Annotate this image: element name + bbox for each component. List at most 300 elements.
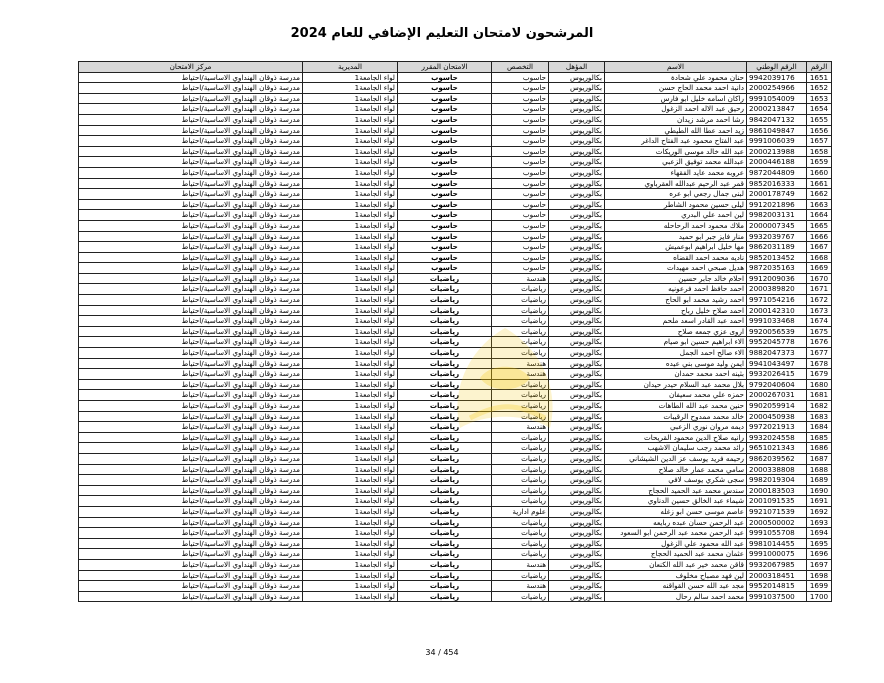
cell-qualification: بكالوريوس — [549, 284, 605, 295]
cell-qualification: بكالوريوس — [549, 401, 605, 412]
cell-directorate: لواء الجامعة1 — [303, 464, 398, 475]
cell-num: 1673 — [807, 305, 832, 316]
cell-directorate: لواء الجامعة1 — [303, 485, 398, 496]
cell-national-id: 2000450938 — [747, 411, 807, 422]
cell-exam-center: مدرسة ذوقان الهنداوي الاساسية/احتياط — [79, 326, 303, 337]
cell-specialization: حاسوب — [492, 242, 549, 253]
cell-exam-center: مدرسة ذوقان الهنداوي الاساسية/احتياط — [79, 369, 303, 380]
table-row — [79, 411, 832, 422]
cell-name: حمزه علي محمد سعيفان — [605, 390, 747, 401]
cell-name: عبدالله محمد توفيق الزعبي — [605, 157, 747, 168]
cell-specialization: حاسوب — [492, 263, 549, 274]
cell-exam-center: مدرسة ذوقان الهنداوي الاساسية/احتياط — [79, 581, 303, 592]
cell-num: 1670 — [807, 273, 832, 284]
cell-exam-center: مدرسة ذوقان الهنداوي الاساسية/احتياط — [79, 358, 303, 369]
cell-directorate: لواء الجامعة1 — [303, 475, 398, 486]
cell-name: رحيق عبد الاله احمد الزغول — [605, 104, 747, 115]
cell-national-id: 9972021913 — [747, 422, 807, 433]
cell-national-id: 9862031189 — [747, 242, 807, 253]
header-exam-center: مركز الامتحان — [79, 62, 303, 73]
table-row — [79, 496, 832, 507]
cell-qualification: بكالوريوس — [549, 485, 605, 496]
cell-exam-center: مدرسة ذوقان الهنداوي الاساسية/احتياط — [79, 157, 303, 168]
cell-specialization: هندسة — [492, 581, 549, 592]
header-specialization: التخصص — [492, 62, 549, 73]
cell-exam-center: مدرسة ذوقان الهنداوي الاساسية/احتياط — [79, 475, 303, 486]
cell-specialization: حاسوب — [492, 104, 549, 115]
cell-directorate: لواء الجامعة1 — [303, 379, 398, 390]
cell-num: 1652 — [807, 83, 832, 94]
cell-name: ملاك محمود احمد الرحاحله — [605, 220, 747, 231]
cell-exam-center: مدرسة ذوقان الهنداوي الاساسية/احتياط — [79, 136, 303, 147]
cell-num: 1655 — [807, 114, 832, 125]
cell-num: 1698 — [807, 570, 832, 581]
table-row — [79, 337, 832, 348]
cell-directorate: لواء الجامعة1 — [303, 146, 398, 157]
cell-name: عبد الفتاح محمود عبد الفتاح الداغر — [605, 136, 747, 147]
cell-course: رياضيات — [398, 369, 492, 380]
cell-course: رياضيات — [398, 559, 492, 570]
cell-exam-center: مدرسة ذوقان الهنداوي الاساسية/احتياط — [79, 549, 303, 560]
cell-course: رياضيات — [398, 284, 492, 295]
cell-specialization: علوم ادارية — [492, 506, 549, 517]
cell-course: رياضيات — [398, 496, 492, 507]
cell-national-id: 9982019304 — [747, 475, 807, 486]
cell-qualification: بكالوريوس — [549, 295, 605, 306]
cell-qualification: بكالوريوس — [549, 379, 605, 390]
cell-num: 1691 — [807, 496, 832, 507]
cell-qualification: بكالوريوس — [549, 305, 605, 316]
cell-name: حنين محمد عبد الله الطاهات — [605, 401, 747, 412]
table-row — [79, 114, 832, 125]
cell-num: 1665 — [807, 220, 832, 231]
table-row — [79, 348, 832, 359]
cell-specialization: هندسة — [492, 369, 549, 380]
cell-course: رياضيات — [398, 348, 492, 359]
cell-specialization: رياضيات — [492, 432, 549, 443]
cell-name: رشا احمد مرشد زيدان — [605, 114, 747, 125]
cell-national-id: 9912009036 — [747, 273, 807, 284]
cell-course: رياضيات — [398, 401, 492, 412]
cell-course: رياضيات — [398, 411, 492, 422]
cell-national-id: 2000446188 — [747, 157, 807, 168]
cell-qualification: بكالوريوس — [549, 432, 605, 443]
header-num: الرقم — [807, 62, 832, 73]
cell-qualification: بكالوريوس — [549, 72, 605, 83]
cell-course: رياضيات — [398, 432, 492, 443]
table-body — [79, 72, 832, 602]
cell-qualification: بكالوريوس — [549, 570, 605, 581]
cell-exam-center: مدرسة ذوقان الهنداوي الاساسية/احتياط — [79, 305, 303, 316]
cell-specialization: هندسة — [492, 422, 549, 433]
cell-name: حنان محمود علي شحادة — [605, 72, 747, 83]
cell-national-id: 2000007345 — [747, 220, 807, 231]
cell-qualification: بكالوريوس — [549, 506, 605, 517]
cell-name: عبد الرحمن محمد عبد الرحمن ابو السعود — [605, 528, 747, 539]
cell-directorate: لواء الجامعة1 — [303, 125, 398, 136]
page-number: 34 / 454 — [425, 648, 459, 657]
cell-course: رياضيات — [398, 581, 492, 592]
cell-num: 1658 — [807, 146, 832, 157]
cell-directorate: لواء الجامعة1 — [303, 326, 398, 337]
cell-exam-center: مدرسة ذوقان الهنداوي الاساسية/احتياط — [79, 72, 303, 83]
cell-directorate: لواء الجامعة1 — [303, 284, 398, 295]
table-row — [79, 432, 832, 443]
cell-specialization: رياضيات — [492, 528, 549, 539]
cell-national-id: 9952045778 — [747, 337, 807, 348]
cell-num: 1688 — [807, 464, 832, 475]
cell-directorate: لواء الجامعة1 — [303, 591, 398, 602]
cell-name: منار فايز جبر ابو حميد — [605, 231, 747, 242]
cell-directorate: لواء الجامعة1 — [303, 496, 398, 507]
cell-directorate: لواء الجامعة1 — [303, 178, 398, 189]
cell-national-id: 9932067985 — [747, 559, 807, 570]
header-directorate: المديرية — [303, 62, 398, 73]
cell-national-id: 9932039767 — [747, 231, 807, 242]
table-row — [79, 189, 832, 200]
cell-name: راكان اسامه خليل ابو فارس — [605, 93, 747, 104]
cell-specialization: حاسوب — [492, 83, 549, 94]
cell-qualification: بكالوريوس — [549, 178, 605, 189]
cell-course: رياضيات — [398, 549, 492, 560]
cell-course: حاسوب — [398, 146, 492, 157]
cell-num: 1676 — [807, 337, 832, 348]
cell-specialization: رياضيات — [492, 570, 549, 581]
cell-national-id: 2000254966 — [747, 83, 807, 94]
cell-specialization: حاسوب — [492, 93, 549, 104]
cell-directorate: لواء الجامعة1 — [303, 104, 398, 115]
cell-num: 1679 — [807, 369, 832, 380]
cell-num: 1671 — [807, 284, 832, 295]
cell-course: حاسوب — [398, 125, 492, 136]
cell-specialization: رياضيات — [492, 411, 549, 422]
table-row — [79, 284, 832, 295]
header-course: الامتحان المقرر — [398, 62, 492, 73]
cell-national-id: 9852016333 — [747, 178, 807, 189]
cell-national-id: 9792040604 — [747, 379, 807, 390]
cell-num: 1682 — [807, 401, 832, 412]
cell-exam-center: مدرسة ذوقان الهنداوي الاساسية/احتياط — [79, 104, 303, 115]
cell-course: حاسوب — [398, 210, 492, 221]
cell-national-id: 9861049847 — [747, 125, 807, 136]
cell-specialization: رياضيات — [492, 453, 549, 464]
cell-national-id: 9651021343 — [747, 443, 807, 454]
cell-qualification: بكالوريوس — [549, 263, 605, 274]
table-row — [79, 422, 832, 433]
cell-name: احمد صلاح خليل رباح — [605, 305, 747, 316]
cell-name: عاصم موسى حسن ابو زغله — [605, 506, 747, 517]
cell-exam-center: مدرسة ذوقان الهنداوي الاساسية/احتياط — [79, 231, 303, 242]
cell-name: محمد احمد سالم رحال — [605, 591, 747, 602]
cell-name: سامي محمد عمار خالد صلاح — [605, 464, 747, 475]
cell-num: 1669 — [807, 263, 832, 274]
cell-qualification: بكالوريوس — [549, 93, 605, 104]
table-row — [79, 210, 832, 221]
cell-directorate: لواء الجامعة1 — [303, 581, 398, 592]
cell-national-id: 2001091535 — [747, 496, 807, 507]
cell-specialization: رياضيات — [492, 401, 549, 412]
table-row — [79, 401, 832, 412]
cell-qualification: بكالوريوس — [549, 475, 605, 486]
cell-qualification: بكالوريوس — [549, 559, 605, 570]
cell-num: 1667 — [807, 242, 832, 253]
cell-num: 1685 — [807, 432, 832, 443]
table-row — [79, 104, 832, 115]
cell-num: 1687 — [807, 453, 832, 464]
table-row — [79, 263, 832, 274]
cell-course: حاسوب — [398, 231, 492, 242]
table-row — [79, 83, 832, 94]
cell-num: 1681 — [807, 390, 832, 401]
cell-exam-center: مدرسة ذوقان الهنداوي الاساسية/احتياط — [79, 273, 303, 284]
cell-national-id: 2000213847 — [747, 104, 807, 115]
cell-directorate: لواء الجامعة1 — [303, 337, 398, 348]
table-row — [79, 157, 832, 168]
cell-course: حاسوب — [398, 189, 492, 200]
cell-specialization: رياضيات — [492, 485, 549, 496]
cell-qualification: بكالوريوس — [549, 422, 605, 433]
cell-num: 1653 — [807, 93, 832, 104]
table-row — [79, 506, 832, 517]
cell-num: 1651 — [807, 72, 832, 83]
cell-national-id: 9991033468 — [747, 316, 807, 327]
cell-national-id: 9932026415 — [747, 369, 807, 380]
cell-specialization: رياضيات — [492, 591, 549, 602]
cell-name: الاء صالح احمد الجمل — [605, 348, 747, 359]
cell-name: احمد عبد القادر اسعد ملحم — [605, 316, 747, 327]
cell-course: حاسوب — [398, 220, 492, 231]
cell-directorate: لواء الجامعة1 — [303, 316, 398, 327]
cell-directorate: لواء الجامعة1 — [303, 453, 398, 464]
cell-qualification: بكالوريوس — [549, 114, 605, 125]
cell-directorate: لواء الجامعة1 — [303, 401, 398, 412]
cell-course: رياضيات — [398, 475, 492, 486]
cell-qualification: بكالوريوس — [549, 136, 605, 147]
cell-num: 1664 — [807, 210, 832, 221]
cell-specialization: رياضيات — [492, 549, 549, 560]
table-row — [79, 581, 832, 592]
cell-course: حاسوب — [398, 167, 492, 178]
cell-specialization: رياضيات — [492, 337, 549, 348]
cell-num: 1656 — [807, 125, 832, 136]
cell-num: 1686 — [807, 443, 832, 454]
cell-name: لبنى جمال رجعي ابو عره — [605, 189, 747, 200]
cell-name: ليلى حسين محمود الشاطر — [605, 199, 747, 210]
cell-qualification: بكالوريوس — [549, 104, 605, 115]
table-row — [79, 379, 832, 390]
table-row — [79, 72, 832, 83]
table-header-row — [79, 62, 832, 73]
table-row — [79, 199, 832, 210]
cell-name: سندس محمد عبد الحميد الحجاج — [605, 485, 747, 496]
cell-name: عبد الرحمن حسان عبده ربايعه — [605, 517, 747, 528]
cell-specialization: هندسة — [492, 358, 549, 369]
cell-course: رياضيات — [398, 379, 492, 390]
cell-national-id: 9912021896 — [747, 199, 807, 210]
cell-num: 1662 — [807, 189, 832, 200]
cell-national-id: 9902059914 — [747, 401, 807, 412]
cell-national-id: 9942039176 — [747, 72, 807, 83]
cell-national-id: 9981014455 — [747, 538, 807, 549]
cell-directorate: لواء الجامعة1 — [303, 305, 398, 316]
cell-course: رياضيات — [398, 570, 492, 581]
cell-directorate: لواء الجامعة1 — [303, 210, 398, 221]
cell-num: 1690 — [807, 485, 832, 496]
cell-specialization: رياضيات — [492, 305, 549, 316]
cell-name: احمد حافظ احمد فرعونيه — [605, 284, 747, 295]
cell-directorate: لواء الجامعة1 — [303, 252, 398, 263]
cell-exam-center: مدرسة ذوقان الهنداوي الاساسية/احتياط — [79, 528, 303, 539]
cell-exam-center: مدرسة ذوقان الهنداوي الاساسية/احتياط — [79, 242, 303, 253]
cell-num: 1663 — [807, 199, 832, 210]
cell-national-id: 9921071539 — [747, 506, 807, 517]
cell-specialization: حاسوب — [492, 146, 549, 157]
cell-national-id: 2000183503 — [747, 485, 807, 496]
table-row — [79, 316, 832, 327]
cell-directorate: لواء الجامعة1 — [303, 528, 398, 539]
cell-directorate: لواء الجامعة1 — [303, 411, 398, 422]
table-row — [79, 549, 832, 560]
cell-qualification: بكالوريوس — [549, 157, 605, 168]
cell-course: رياضيات — [398, 358, 492, 369]
cell-specialization: هندسة — [492, 559, 549, 570]
cell-name: قاقن محمد خير عبد الله الكنعان — [605, 559, 747, 570]
cell-national-id: 9982003131 — [747, 210, 807, 221]
cell-name: ناديه محمد احمد القضاه — [605, 252, 747, 263]
cell-num: 1695 — [807, 538, 832, 549]
cell-course: حاسوب — [398, 157, 492, 168]
table-row — [79, 295, 832, 306]
table-row — [79, 93, 832, 104]
cell-course: حاسوب — [398, 136, 492, 147]
table-row — [79, 178, 832, 189]
cell-exam-center: مدرسة ذوقان الهنداوي الاساسية/احتياط — [79, 83, 303, 94]
cell-num: 1677 — [807, 348, 832, 359]
cell-num: 1697 — [807, 559, 832, 570]
cell-specialization: رياضيات — [492, 379, 549, 390]
table-row — [79, 136, 832, 147]
cell-directorate: لواء الجامعة1 — [303, 136, 398, 147]
cell-exam-center: مدرسة ذوقان الهنداوي الاساسية/احتياط — [79, 210, 303, 221]
table-row — [79, 125, 832, 136]
cell-directorate: لواء الجامعة1 — [303, 93, 398, 104]
cell-national-id: 9991055708 — [747, 528, 807, 539]
cell-num: 1654 — [807, 104, 832, 115]
cell-course: حاسوب — [398, 104, 492, 115]
cell-qualification: بكالوريوس — [549, 210, 605, 221]
cell-name: عبد الله محمود علي الزغول — [605, 538, 747, 549]
cell-name: عروبه محمد عايد الفقهاء — [605, 167, 747, 178]
table-row — [79, 475, 832, 486]
cell-specialization: هندسة — [492, 273, 549, 284]
cell-num: 1672 — [807, 295, 832, 306]
table-row — [79, 528, 832, 539]
cell-name: احمد رشيد محمد ابو الحاج — [605, 295, 747, 306]
table-row — [79, 538, 832, 549]
cell-course: رياضيات — [398, 517, 492, 528]
cell-specialization: رياضيات — [492, 475, 549, 486]
cell-directorate: لواء الجامعة1 — [303, 220, 398, 231]
cell-exam-center: مدرسة ذوقان الهنداوي الاساسية/احتياط — [79, 295, 303, 306]
cell-qualification: بكالوريوس — [549, 337, 605, 348]
cell-exam-center: مدرسة ذوقان الهنداوي الاساسية/احتياط — [79, 337, 303, 348]
cell-course: رياضيات — [398, 464, 492, 475]
header-national-id: الرقم الوطني — [747, 62, 807, 73]
cell-name: عبد الله خالد موسى الوريكات — [605, 146, 747, 157]
cell-national-id: 9872035163 — [747, 263, 807, 274]
cell-course: رياضيات — [398, 390, 492, 401]
cell-specialization: حاسوب — [492, 114, 549, 125]
cell-name: لين احمد علي البدري — [605, 210, 747, 221]
cell-num: 1692 — [807, 506, 832, 517]
cell-name: احلام خالد جابر حسين — [605, 273, 747, 284]
cell-num: 1684 — [807, 422, 832, 433]
cell-national-id: 2000267031 — [747, 390, 807, 401]
cell-course: رياضيات — [398, 538, 492, 549]
cell-course: حاسوب — [398, 93, 492, 104]
table-row — [79, 305, 832, 316]
cell-qualification: بكالوريوس — [549, 496, 605, 507]
cell-exam-center: مدرسة ذوقان الهنداوي الاساسية/احتياط — [79, 443, 303, 454]
cell-national-id: 9852013452 — [747, 252, 807, 263]
cell-course: رياضيات — [398, 273, 492, 284]
cell-national-id: 2000178749 — [747, 189, 807, 200]
table-row — [79, 453, 832, 464]
cell-course: حاسوب — [398, 72, 492, 83]
cell-directorate: لواء الجامعة1 — [303, 199, 398, 210]
cell-specialization: حاسوب — [492, 178, 549, 189]
cell-exam-center: مدرسة ذوقان الهنداوي الاساسية/احتياط — [79, 379, 303, 390]
cell-name: شيماء عبد الخالق حسين الدناوي — [605, 496, 747, 507]
cell-num: 1689 — [807, 475, 832, 486]
table-row — [79, 220, 832, 231]
cell-exam-center: مدرسة ذوقان الهنداوي الاساسية/احتياط — [79, 422, 303, 433]
cell-exam-center: مدرسة ذوقان الهنداوي الاساسية/احتياط — [79, 559, 303, 570]
cell-directorate: لواء الجامعة1 — [303, 369, 398, 380]
cell-qualification: بكالوريوس — [549, 369, 605, 380]
cell-national-id: 9941043497 — [747, 358, 807, 369]
cell-qualification: بكالوريوس — [549, 189, 605, 200]
cell-national-id: 9971054216 — [747, 295, 807, 306]
cell-name: بلال محمد عبد السلام حيدر حيدان — [605, 379, 747, 390]
cell-exam-center: مدرسة ذوقان الهنداوي الاساسية/احتياط — [79, 485, 303, 496]
cell-national-id: 9991054009 — [747, 93, 807, 104]
header-qualification: المؤهل — [549, 62, 605, 73]
cell-course: حاسوب — [398, 263, 492, 274]
table-row — [79, 390, 832, 401]
cell-num: 1668 — [807, 252, 832, 263]
table-row — [79, 591, 832, 602]
table-row — [79, 559, 832, 570]
cell-specialization: حاسوب — [492, 157, 549, 168]
cell-exam-center: مدرسة ذوقان الهنداوي الاساسية/احتياط — [79, 506, 303, 517]
cell-exam-center: مدرسة ذوقان الهنداوي الاساسية/احتياط — [79, 453, 303, 464]
cell-course: حاسوب — [398, 242, 492, 253]
table-row — [79, 167, 832, 178]
cell-directorate: لواء الجامعة1 — [303, 72, 398, 83]
cell-national-id: 9842047132 — [747, 114, 807, 125]
cell-name: هديل صبحي احمد مهيدات — [605, 263, 747, 274]
cell-exam-center: مدرسة ذوقان الهنداوي الاساسية/احتياط — [79, 538, 303, 549]
cell-exam-center: مدرسة ذوقان الهنداوي الاساسية/احتياط — [79, 125, 303, 136]
cell-name: مها خليل ابراهيم ابوعميش — [605, 242, 747, 253]
cell-national-id: 2000318451 — [747, 570, 807, 581]
cell-name: لين فهد مصباح مخلوف — [605, 570, 747, 581]
cell-exam-center: مدرسة ذوقان الهنداوي الاساسية/احتياط — [79, 464, 303, 475]
cell-directorate: لواء الجامعة1 — [303, 538, 398, 549]
cell-specialization: رياضيات — [492, 295, 549, 306]
cell-qualification: بكالوريوس — [549, 538, 605, 549]
